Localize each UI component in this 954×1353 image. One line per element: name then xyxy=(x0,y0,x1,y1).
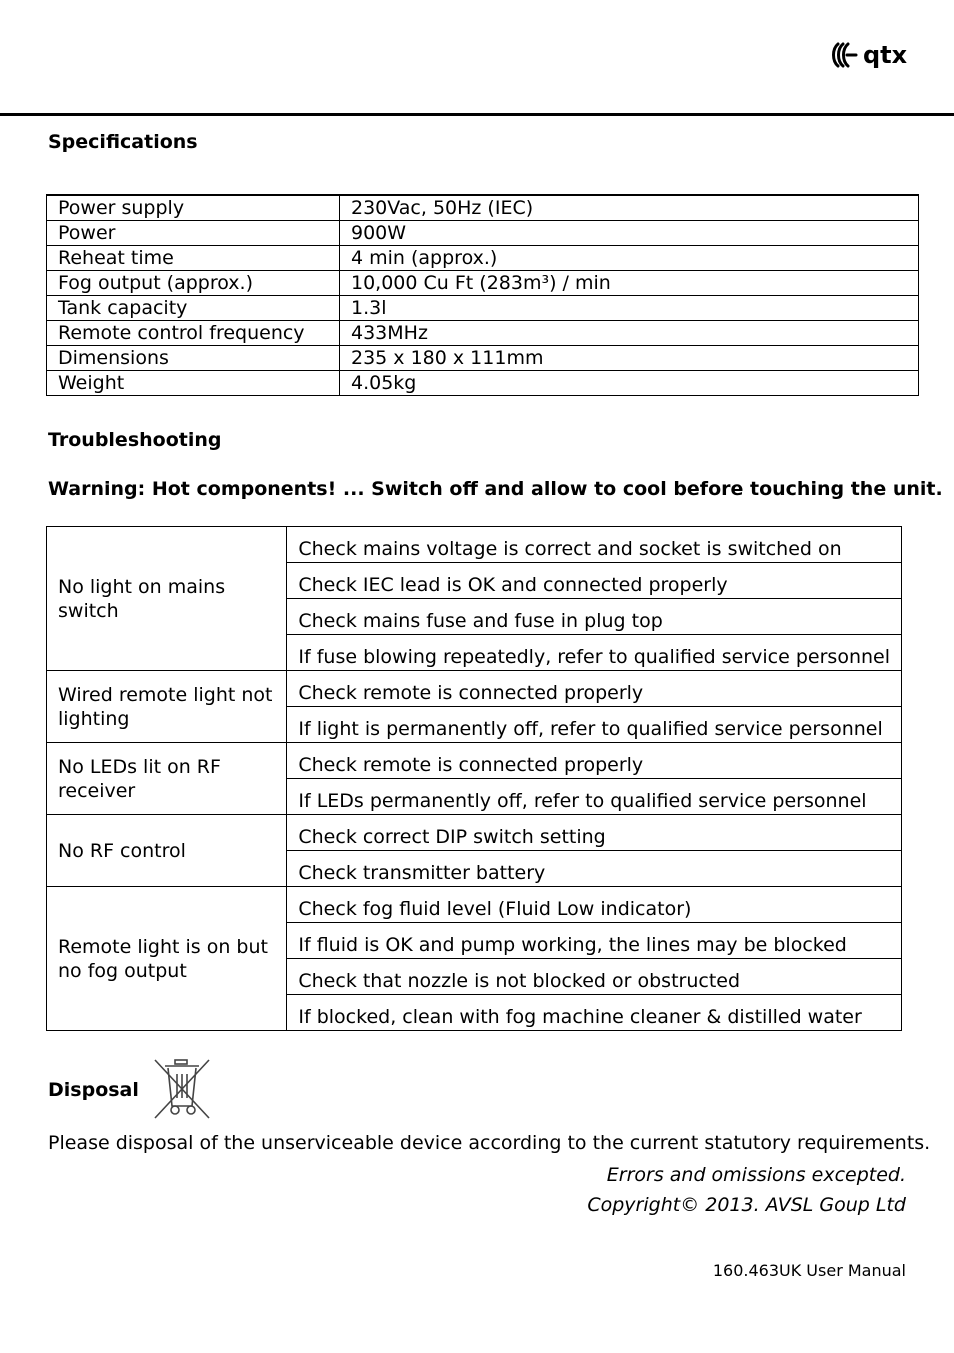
problem-cell: No RF control xyxy=(47,815,287,887)
footer-manual-id: 160.463UK User Manual xyxy=(712,1261,906,1280)
disposal-text: Please disposal of the unserviceable device according to the current statutory requirements. xyxy=(48,1132,931,1154)
spec-value: 235 x 180 x 111mm xyxy=(340,346,919,371)
solution-cell: If light is permanently off, refer to qualified service personnel xyxy=(287,707,902,743)
spec-label: Reheat time xyxy=(47,246,340,271)
spec-value: 10,000 Cu Ft (283m³) / min xyxy=(340,271,919,296)
spec-label: Fog output (approx.) xyxy=(47,271,340,296)
spec-row xyxy=(47,321,919,346)
troubleshooting-table xyxy=(46,526,902,1031)
qtx-waves-icon xyxy=(830,40,860,70)
troubleshooting-heading: Troubleshooting xyxy=(48,429,222,451)
crossed-out-wheelie-bin-icon xyxy=(149,1056,215,1124)
logo-text: qtx xyxy=(863,41,908,69)
spec-row xyxy=(47,296,919,321)
header-rule xyxy=(0,113,954,116)
solution-cell: Check remote is connected properly xyxy=(287,671,902,707)
solution-cell: Check correct DIP switch setting xyxy=(287,815,902,851)
spec-label: Power supply xyxy=(47,195,340,221)
solution-cell: Check that nozzle is not blocked or obstructed xyxy=(287,959,902,995)
copyright-note: Copyright© 2013. AVSL Goup Ltd xyxy=(587,1194,906,1216)
spec-row xyxy=(47,221,919,246)
spec-label: Power xyxy=(47,221,340,246)
solution-cell: Check mains voltage is correct and socket is switched on xyxy=(287,527,902,563)
troubleshooting-row xyxy=(47,743,902,779)
troubleshooting-row xyxy=(47,887,902,923)
problem-cell: Wired remote light not lighting xyxy=(47,671,287,743)
spec-value: 4 min (approx.) xyxy=(340,246,919,271)
solution-cell: If fuse blowing repeatedly, refer to qualified service personnel xyxy=(287,635,902,671)
solution-cell: If blocked, clean with fog machine cleaner & distilled water xyxy=(287,995,902,1031)
disposal-heading: Disposal xyxy=(48,1079,139,1101)
spec-value: 433MHz xyxy=(340,321,919,346)
spec-row xyxy=(47,246,919,271)
spec-value: 4.05kg xyxy=(340,371,919,396)
problem-cell: Remote light is on but no fog output xyxy=(47,887,287,1031)
errors-omissions-note: Errors and omissions excepted. xyxy=(606,1164,906,1186)
solution-cell: Check fog fluid level (Fluid Low indicator) xyxy=(287,887,902,923)
spec-label: Weight xyxy=(47,371,340,396)
spec-label: Dimensions xyxy=(47,346,340,371)
troubleshooting-row xyxy=(47,815,902,851)
spec-label: Tank capacity xyxy=(47,296,340,321)
problem-cell: No light on mains switch xyxy=(47,527,287,671)
spec-row xyxy=(47,371,919,396)
solution-cell: Check mains fuse and fuse in plug top xyxy=(287,599,902,635)
solution-cell: If fluid is OK and pump working, the lines may be blocked xyxy=(287,923,902,959)
solution-cell: Check transmitter battery xyxy=(287,851,902,887)
spec-value: 900W xyxy=(340,221,919,246)
solution-cell: Check remote is connected properly xyxy=(287,743,902,779)
qtx-logo xyxy=(830,40,907,70)
specifications-heading: Specifications xyxy=(48,131,198,153)
spec-label: Remote control frequency xyxy=(47,321,340,346)
troubleshooting-row xyxy=(47,671,902,707)
spec-row xyxy=(47,271,919,296)
solution-cell: Check IEC lead is OK and connected properly xyxy=(287,563,902,599)
specifications-table xyxy=(46,194,919,396)
disposal-section xyxy=(48,1056,215,1124)
hot-components-warning: Warning: Hot components! ... Switch off and allow to cool before touching the unit. xyxy=(48,478,943,500)
spec-value: 1.3l xyxy=(340,296,919,321)
troubleshooting-row xyxy=(47,527,902,563)
spec-row xyxy=(47,195,919,221)
spec-value: 230Vac, 50Hz (IEC) xyxy=(340,195,919,221)
solution-cell: If LEDs permanently off, refer to qualified service personnel xyxy=(287,779,902,815)
problem-cell: No LEDs lit on RF receiver xyxy=(47,743,287,815)
spec-row xyxy=(47,346,919,371)
